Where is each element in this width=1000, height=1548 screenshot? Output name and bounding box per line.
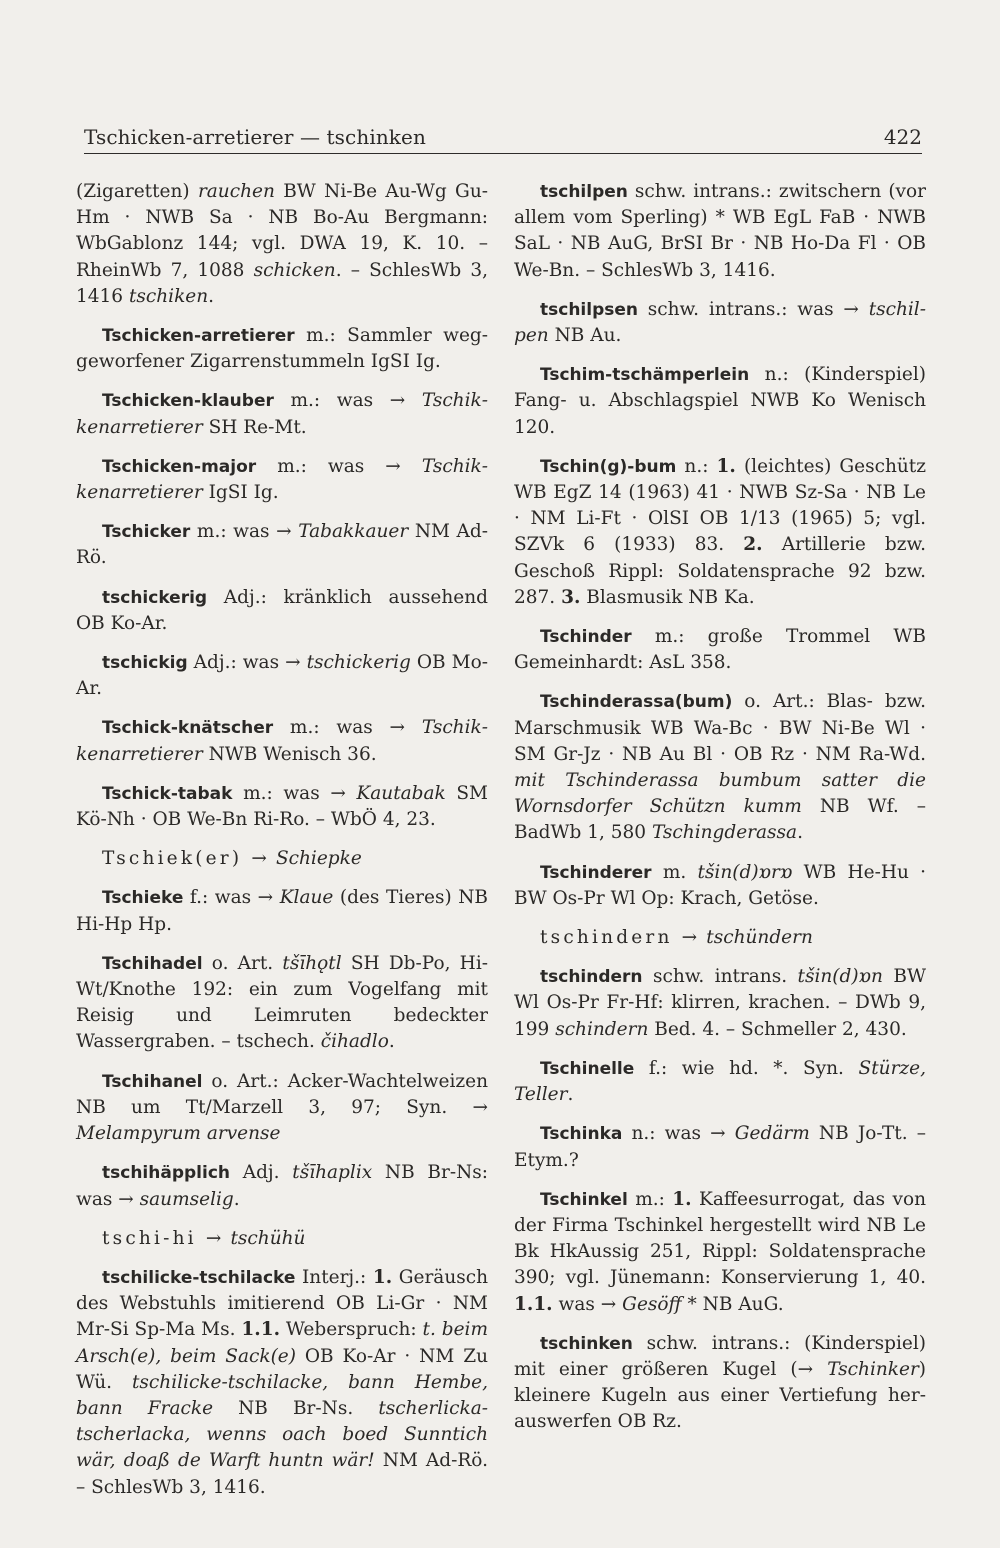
reference-arrow-icon: →	[389, 717, 406, 739]
dictionary-entry: Tschinderassa(bum) o. Art.: Blas- bzw. Marschmusik WB Wa-Bc · BW Ni-Be Wl · SM Gr-Jz · NB Au Bl · OB Rz · NM Ra-Wd. mit Tschinderassa bumbum satter die Wornsdorfer Schützn kumm NB Wf. – BadWb 1, 580 Tschingderassa.	[514, 691, 926, 844]
reference-arrow-icon: →	[843, 298, 859, 320]
dictionary-entry: tschilicke-tschilacke Interj.: 1. Geräusch des Webstuhls imitierend OB Li-Gr · NM Mr-Si Sp-Ma Ms. 1.1. Weberspruch: t. beim Arsch(e), beim Sack(e) OB Ko-Ar · NM Zu Wü. tschilicke-tschilacke, bann Hembe, bann Fracke NB Br-Ns. tscherlicka-tscherlacka, wenns oach boed Sunntich wär, doaß de Warft huntn wär! NM Ad-Rö. – SchlesWb 3, 1416.	[76, 1266, 489, 1498]
entry-lemma: Tschinderassa(bum)	[540, 692, 733, 713]
reference-arrow-icon: →	[285, 652, 301, 674]
entry-lemma: Tschick-tabak	[102, 783, 233, 804]
dictionary-entry: tschilpen schw. intrans.: zwitschern (vor allem vom Sperling) * WB EgL FaB · NWB SaL · NB AuG, BrSI Br · NB Ho-Da Fl · OB We-Bn. – SchlesWb 3, 1416.	[514, 181, 926, 281]
page-header	[84, 121, 922, 151]
reference-arrow-icon: →	[472, 1096, 488, 1118]
dictionary-entry: tschilpsen schw. intrans.: was → tschilpen NB Au.	[514, 298, 926, 347]
dictionary-entry: Tschinka n.: was → Gedärm NB Jo-Tt. – Etym.?	[514, 1123, 926, 1171]
entry-lemma: Tschihadel	[102, 953, 203, 974]
entry-lemma: Tschicken-arretierer	[102, 326, 295, 347]
entry-lemma: Tschicker	[102, 522, 191, 543]
cross-reference-entry: tschi-hi → tschühü	[102, 1227, 306, 1249]
entry-lemma: Tschihanel	[102, 1071, 203, 1092]
header-rule	[84, 153, 922, 154]
dictionary-entry: Tschihanel o. Art.: Acker-Wachtelweizen NB um Tt/Marzell 3, 97; Syn. → Melampyrum arvense	[76, 1070, 488, 1145]
reference-arrow-icon: →	[205, 1227, 222, 1249]
entry-lemma: tschinken	[540, 1333, 633, 1354]
reference-arrow-icon: →	[330, 782, 346, 804]
dictionary-entry: Tschinderer m. tšin(d)ɒrɒ WB He-Hu · BW Os-Pr Wl Op: Krach, Getöse.	[514, 861, 927, 909]
reference-arrow-icon: →	[600, 1293, 617, 1315]
dictionary-entry: Tschick-knätscher m.: was → Tschikkenarretierer NWB Wenisch 36.	[76, 717, 488, 765]
dictionary-entry: Tschinelle f.: wie hd. *. Syn. Stürze, Teller.	[514, 1057, 926, 1106]
entry-lemma: tschickerig	[102, 587, 208, 608]
entry-lemma: tschilpsen	[540, 299, 638, 320]
entry-lemma: tschilpen	[540, 182, 628, 202]
entry-lemma: tschindern	[540, 967, 643, 988]
dictionary-entry: (Zigaretten) rauchen BW Ni-Be Au-Wg Gu-Hm · NWB Sa · NB Bo-Au Bergmann: WbGablonz 144; vgl. DWA 19, K. 10. – RheinWb 7, 1088 schicken. – SchlesWb 3, 1416 tschiken.	[76, 181, 489, 307]
right-column	[514, 179, 926, 1449]
entry-lemma: Tschieke	[102, 888, 184, 909]
dictionary-entry: Tschin(g)-bum n.: 1. (leichtes) Geschütz WB EgZ 14 (1963) 41 · NWB Sz-Sa · NB Le · NM Li-Ft · OlSI OB 1/13 (1965) 5; vgl. SZVk 6 (1933) 83. 2. Artillerie bzw. Geschoß Rippl: Soldatensprache 92 bzw. 287. 3. Blasmusik NB Ka.	[514, 455, 926, 608]
dictionary-entry: Tschim-tschämperlein n.: (Kinderspiel) Fang- u. Abschlagspiel NWB Ko Wenisch 120.	[514, 364, 926, 438]
reference-arrow-icon: →	[710, 1123, 726, 1145]
reference-arrow-icon: →	[257, 887, 274, 909]
entry-lemma: Tschicken-klauber	[102, 391, 274, 412]
entry-lemma: tschilicke-tschilacke	[102, 1267, 296, 1288]
dictionary-entry: Tschihadel o. Art. tšīhǫtl SH Db-Po, Hi-Wt/Knothe 192: ein zum Vogelfang mit Reisig und Leimruten bedeckter Wassergraben. – tschech. čihadlo.	[76, 952, 488, 1053]
entry-lemma: Tschinder	[540, 627, 632, 648]
reference-arrow-icon: →	[797, 1358, 814, 1380]
dictionary-entry: Tschicken-klauber m.: was → Tschikkenarretierer SH Re-Mt.	[76, 390, 488, 438]
reference-arrow-icon: →	[385, 455, 401, 477]
cross-reference-entry: Tschiek(er) → Schiepke	[102, 848, 362, 870]
running-title: Tschicken-arretierer — tschinken	[84, 125, 426, 149]
entry-lemma: Tschinkel	[540, 1189, 628, 1210]
dictionary-entry: tschindern schw. intrans. tšin(d)ɒn BW Wl Os-Pr Fr-Hf: klirren, krachen. – DWb 9, 199 schindern Bed. 4. – Schmeller 2, 430.	[514, 966, 926, 1040]
dictionary-entry: Tschick-tabak m.: was → Kautabak SM Kö-Nh · OB We-Bn Ri-Ro. – WbÖ 4, 23.	[76, 782, 488, 831]
entry-lemma: Tschin(g)-bum	[540, 456, 677, 477]
dictionary-entry: tschickig Adj.: was → tschickerig OB Mo-Ar.	[76, 652, 488, 700]
reference-arrow-icon: →	[118, 1188, 134, 1210]
reference-arrow-icon: →	[389, 390, 406, 412]
dictionary-entry: Tschinkel m.: 1. Kaffeesurrogat, das von der Firma Tschinkel hergestellt wird NB Le Bk HkAussig 251, Rippl: Soldatensprache 390; vgl. Jünemann: Konservierung 1, 40. 1.1. was → Gesöff * NB AuG.	[514, 1188, 927, 1315]
entry-lemma: Tschinka	[540, 1124, 623, 1145]
entry-lemma: tschihäpplich	[102, 1163, 230, 1184]
dictionary-entry: tschinken schw. intrans.: (Kinderspiel) mit einer größeren Kugel (→ Tschinker) kleinere Kugeln aus einer Vertiefung herauswerfen OB Rz.	[514, 1332, 927, 1433]
reference-arrow-icon: →	[276, 521, 292, 543]
page-number: 422	[883, 125, 922, 149]
dictionary-entry: Tschicker m.: was → Tabakkauer NM Ad-Rö.	[76, 521, 488, 569]
left-column	[76, 179, 488, 1514]
reference-arrow-icon: →	[251, 848, 267, 870]
cross-reference-entry: tschindern → tschündern	[540, 927, 813, 949]
entry-lemma: Tschicken-major	[102, 456, 257, 477]
entry-lemma: Tschick-knätscher	[102, 718, 274, 739]
dictionary-entry: tschickerig Adj.: kränklich aussehend OB Ko-Ar.	[76, 586, 488, 634]
dictionary-entry: Tschicken-arretierer m.: Sammler weggeworfener Zigarrenstummeln IgSI Ig.	[76, 325, 488, 373]
dictionary-entry: tschihäpplich Adj. tšīhaplix NB Br-Ns: was → saumselig.	[76, 1162, 488, 1210]
entry-lemma: Tschinderer	[540, 862, 652, 883]
reference-arrow-icon: →	[681, 927, 698, 949]
entry-lemma: tschickig	[102, 653, 188, 674]
entry-lemma: Tschinelle	[540, 1058, 635, 1079]
dictionary-entry: Tschinder m.: große Trommel WB Gemeinhardt: AsL 358.	[514, 626, 926, 674]
dictionary-entry: Tschicken-major m.: was → Tschikkenarretierer IgSI Ig.	[76, 455, 488, 504]
dictionary-entry: Tschieke f.: was → Klaue (des Tieres) NB Hi-Hp Hp.	[76, 887, 488, 935]
entry-lemma: Tschim-tschämperlein	[540, 365, 750, 386]
